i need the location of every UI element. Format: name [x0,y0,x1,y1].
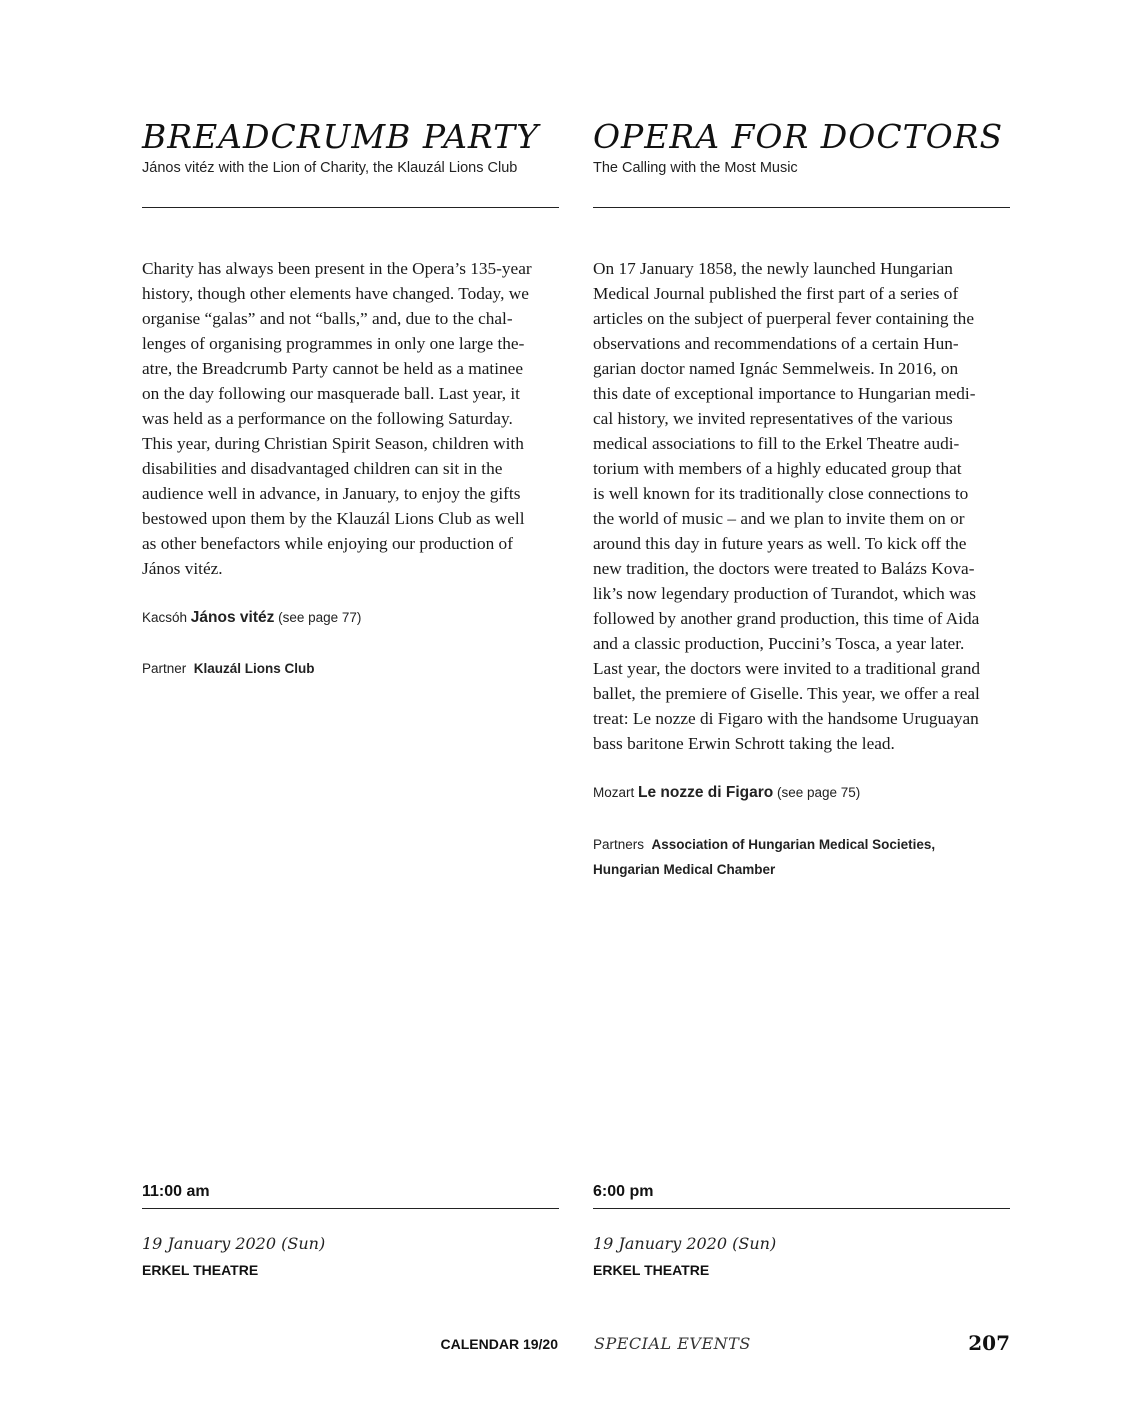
event-subtitle: The Calling with the Most Music [593,160,798,176]
description-line: This year, during Christian Spirit Season, children with [142,434,524,453]
description-line: organise “galas” and not “balls,” and, due to the chal- [142,309,513,328]
description-line: disabilities and disadvantaged children can sit in the [142,459,503,478]
composer-name: Kacsóh [142,610,188,625]
work-title: János vitéz [190,609,275,626]
page-reference: (see page 77) [278,610,362,625]
description-line: treat: Le nozze di Figaro with the handsome Uruguayan [593,709,979,728]
description-line: ballet, the premiere of Giselle. This year, we offer a real [593,684,980,703]
description-line: observations and recommendations of a certain Hun- [593,334,959,353]
description-line: Last year, the doctors were invited to a traditional grand [593,659,981,678]
event-title: BREADCRUMB PARTY [142,117,539,156]
description-line: around this day in future years as well. To kick off the [593,534,967,553]
page-number: 207 [968,1331,1010,1355]
description-line: Charity has always been present in the Opera’s 135-year [142,259,532,278]
event-date: 19 January 2020 (Sun) [142,1234,326,1253]
footer-calendar-label: CALENDAR 19/20 [440,1336,558,1352]
description-line: on the day following our masquerade ball. Last year, it [142,384,520,403]
event-subtitle: János vitéz with the Lion of Charity, the Klauzál Lions Club [142,160,518,176]
partner-credit [142,656,315,681]
description-line: audience well in advance, in January, to enjoy the gifts [142,484,521,503]
description-line: lik’s now legendary production of Turandot, which was [593,584,977,603]
partner-name: Hungarian Medical Chamber [593,862,776,877]
event-description [593,256,1011,756]
partner-credit [593,832,935,882]
description-line: this date of exceptional importance to Hungarian medi- [593,384,976,403]
description-line: bass baritone Erwin Schrott taking the lead. [593,734,895,753]
event-column-left [142,0,560,1418]
description-line: is well known for its traditionally close connections to [593,484,969,503]
event-time: 11:00 am [142,1183,210,1200]
description-line: new tradition, the doctors were treated to Balázs Kova- [593,559,975,578]
work-title: Le nozze di Figaro [638,784,774,801]
description-line: medical associations to fill to the Erkel Theatre audi- [593,434,960,453]
description-line: and a classic production, Puccini’s Tosca, a year later. [593,634,965,653]
header-divider [142,207,559,208]
event-venue: ERKEL THEATRE [142,1262,259,1278]
description-line: bestowed upon them by the Klauzál Lions Club as well [142,509,525,528]
production-credit [142,609,361,627]
event-column-right [593,0,1011,1418]
event-title: OPERA FOR DOCTORS [593,117,1004,156]
composer-name: Mozart [593,785,635,800]
description-line: the world of music – and we plan to invite them on or [593,509,965,528]
description-line: as other benefactors while enjoying our production of [142,534,513,553]
page-reference: (see page 75) [777,785,861,800]
partner-name: Association of Hungarian Medical Societies, [651,837,936,852]
description-line: On 17 January 1858, the newly launched Hungarian [593,259,953,278]
description-line: János vitéz. [142,559,223,578]
time-divider [142,1208,559,1209]
description-line: torium with members of a highly educated group that [593,459,962,478]
production-credit [593,784,860,802]
description-line: articles on the subject of puerperal fever containing the [593,309,974,328]
partner-label: Partners [593,837,645,852]
description-line: history, though other elements have changed. Today, we [142,284,529,303]
event-date: 19 January 2020 (Sun) [593,1234,777,1253]
partner-name: Klauzál Lions Club [193,661,315,676]
description-line: garian doctor named Ignác Semmelweis. In 2016, on [593,359,959,378]
footer-section-label: SPECIAL EVENTS [594,1334,751,1353]
description-line: Medical Journal published the first part of a series of [593,284,959,303]
description-line: lenges of organising programmes in only one large the- [142,334,525,353]
description-line: was held as a performance on the following Saturday. [142,409,513,428]
description-line: followed by another grand production, this time of Aida [593,609,980,628]
header-divider [593,207,1010,208]
description-line: cal history, we invited representatives of the various [593,409,953,428]
event-time: 6:00 pm [593,1183,654,1200]
partner-label: Partner [142,661,187,676]
event-description [142,256,560,581]
description-line: atre, the Breadcrumb Party cannot be held as a matinee [142,359,523,378]
time-divider [593,1208,1010,1209]
event-venue: ERKEL THEATRE [593,1262,710,1278]
